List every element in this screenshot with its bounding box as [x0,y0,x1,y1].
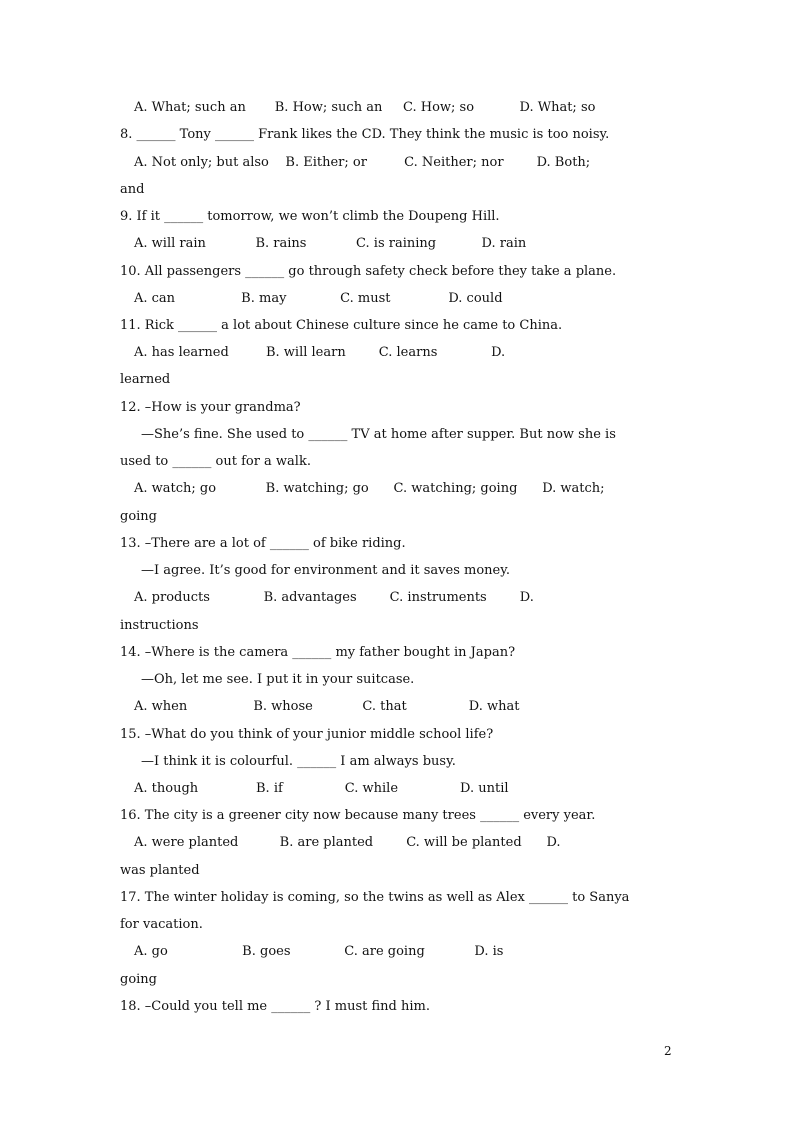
option-line-wrap: instructions [120,618,199,633]
question-line: 8. ______ Tony ______ Frank likes the CD. They think the music is too noisy. [120,127,610,142]
question-line: 16. The city is a greener city now because many trees ______ every year. [120,808,596,823]
dialogue-line: —She’s fine. She used to ______ TV at home after supper. But now she is [141,427,616,442]
option-line: A. Not only; but also B. Either; or C. Neither; nor D. Both; [134,155,591,170]
option-line-wrap: was planted [120,863,200,878]
option-line-wrap: and [120,182,145,197]
question-line: 9. If it ______ tomorrow, we won’t climb the Doupeng Hill. [120,209,500,224]
option-line: A. watch; go B. watching; go C. watching; going D. watch; [134,481,605,496]
question-line: 18. –Could you tell me ______ ? I must find him. [120,999,430,1014]
question-line: 17. The winter holiday is coming, so the twins as well as Alex ______ to Sanya [120,890,630,905]
question-line: 13. –There are a lot of ______ of bike riding. [120,536,406,551]
option-line: A. were planted B. are planted C. will be planted D. [134,835,561,850]
option-line: A. will rain B. rains C. is raining D. rain [134,236,527,251]
option-line: A. though B. if C. while D. until [134,781,509,796]
option-line-wrap: going [120,509,158,524]
option-line: A. when B. whose C. that D. what [134,699,520,714]
dialogue-line-wrap: used to ______ out for a walk. [120,454,311,469]
page-number: 2 [664,1044,672,1058]
question-line: 14. –Where is the camera ______ my father bought in Japan? [120,645,516,660]
dialogue-line: —I agree. It’s good for environment and it saves money. [141,563,510,578]
question-line: 12. –How is your grandma? [120,400,301,415]
option-line: A. What; such an B. How; such an C. How; so D. What; so [134,100,596,115]
dialogue-line: —I think it is colourful. ______ I am always busy. [141,754,456,769]
option-line-wrap: going [120,972,158,987]
option-line: A. products B. advantages C. instruments D. [134,590,534,605]
option-line: A. go B. goes C. are going D. is [134,944,504,959]
question-line-wrap: for vacation. [120,917,203,932]
option-line-wrap: learned [120,372,171,387]
option-line: A. can B. may C. must D. could [134,291,503,306]
question-line: 11. Rick ______ a lot about Chinese culture since he came to China. [120,318,563,333]
option-line: A. has learned B. will learn C. learns D. [134,345,506,360]
question-line: 10. All passengers ______ go through safety check before they take a plane. [120,264,617,279]
dialogue-line: —Oh, let me see. I put it in your suitcase. [141,672,415,687]
question-line: 15. –What do you think of your junior middle school life? [120,727,494,742]
